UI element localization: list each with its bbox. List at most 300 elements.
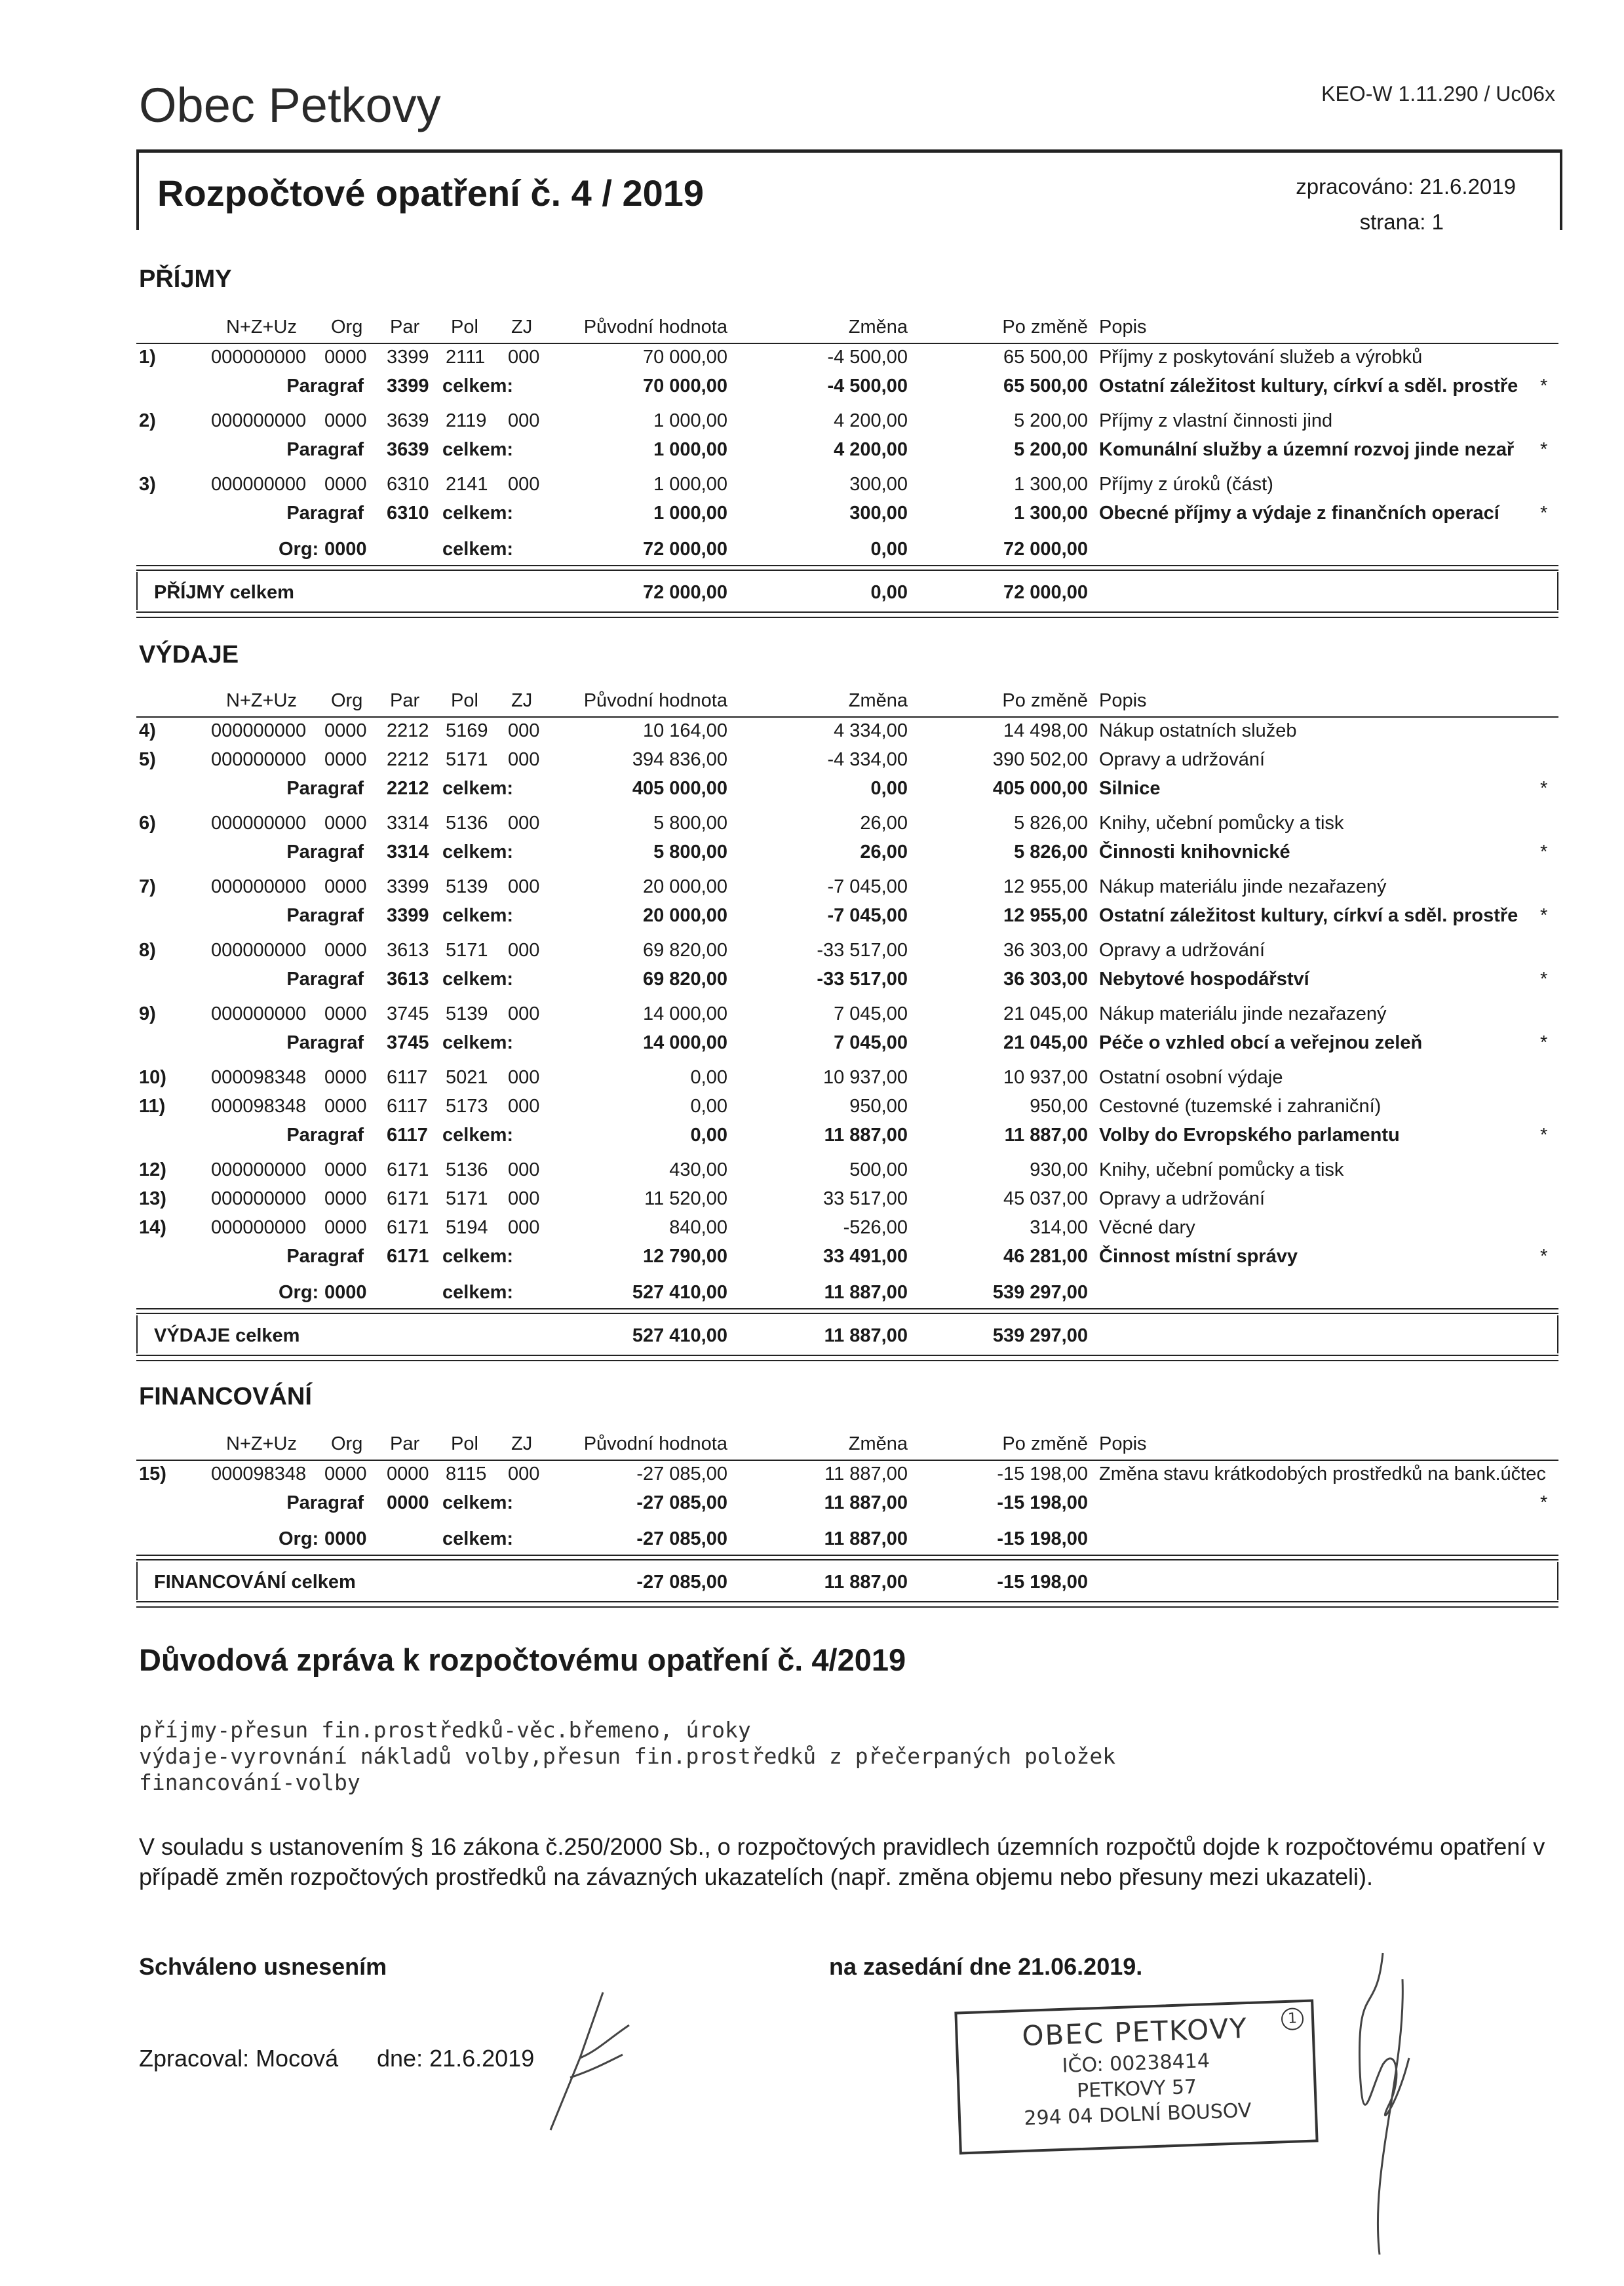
page-title: Rozpočtové opatření č. 4 / 2019 bbox=[157, 172, 705, 214]
pol-cell: 5173 bbox=[446, 1096, 488, 1117]
org-total-after: 72 000,00 bbox=[1003, 539, 1088, 560]
row-number: 10) bbox=[139, 1067, 166, 1088]
zj-cell: 000 bbox=[508, 1067, 540, 1088]
org-total-change: 0,00 bbox=[870, 539, 908, 560]
section-frame-left bbox=[136, 1562, 138, 1600]
change-value: 11 887,00 bbox=[824, 1492, 908, 1513]
column-header: Změna bbox=[848, 1433, 908, 1454]
signature-mark bbox=[1330, 1940, 1448, 2268]
row-number: 1) bbox=[139, 347, 156, 368]
zj-cell: 000 bbox=[508, 720, 540, 741]
celkem-label: celkem: bbox=[442, 376, 514, 397]
official-stamp bbox=[954, 2000, 1318, 2155]
paragraph-label: Paragraf bbox=[286, 905, 364, 926]
original-value: 11 520,00 bbox=[644, 1188, 727, 1209]
celkem-label: celkem: bbox=[442, 1492, 514, 1513]
row-number: 13) bbox=[139, 1188, 166, 1209]
original-value: 1 000,00 bbox=[653, 474, 727, 495]
change-value: 500,00 bbox=[849, 1159, 908, 1180]
description: Opravy a udržování bbox=[1099, 1188, 1266, 1209]
change-value: 33 491,00 bbox=[822, 1246, 908, 1267]
section-total-after: -15 198,00 bbox=[997, 1572, 1088, 1593]
section-frame-left bbox=[136, 572, 138, 610]
paragraph-label: Paragraf bbox=[286, 1032, 364, 1053]
row-number: 7) bbox=[139, 876, 156, 897]
change-value: 7 045,00 bbox=[834, 1003, 908, 1024]
org-cell: 0000 bbox=[324, 1188, 367, 1209]
original-value: 840,00 bbox=[669, 1217, 727, 1238]
column-header: N+Z+Uz bbox=[226, 317, 297, 338]
original-value: 0,00 bbox=[690, 1067, 727, 1088]
paragraph-label: Paragraf bbox=[286, 503, 364, 524]
org-cell: 0000 bbox=[324, 876, 367, 897]
marker-star: * bbox=[1540, 969, 1548, 990]
org-code: 0000 bbox=[324, 1282, 367, 1303]
nzu-cell: 000000000 bbox=[211, 347, 307, 368]
paragraph-label: Paragraf bbox=[286, 376, 364, 397]
section-title: PŘÍJMY bbox=[139, 265, 232, 293]
header-line bbox=[136, 1460, 1558, 1461]
paragraph-label: Paragraf bbox=[286, 778, 364, 799]
column-header: Popis bbox=[1099, 690, 1147, 711]
change-value: 300,00 bbox=[849, 474, 908, 495]
original-value: 70 000,00 bbox=[642, 376, 727, 397]
after-value: 65 500,00 bbox=[1003, 376, 1088, 397]
description: Činnost místní správy bbox=[1099, 1246, 1298, 1267]
description: Volby do Evropského parlamentu bbox=[1099, 1125, 1400, 1146]
description: Věcné dary bbox=[1099, 1217, 1195, 1238]
org-total-line bbox=[136, 570, 1558, 571]
nzu-cell: 000000000 bbox=[211, 410, 307, 431]
par-cell: 2212 bbox=[387, 720, 429, 741]
nzu-cell: 000000000 bbox=[211, 876, 307, 897]
column-header: ZJ bbox=[511, 1433, 533, 1454]
row-number: 5) bbox=[139, 749, 156, 770]
description: Opravy a udržování bbox=[1099, 749, 1266, 770]
after-value: 36 303,00 bbox=[1003, 969, 1088, 990]
original-value: 14 000,00 bbox=[642, 1003, 727, 1024]
after-value: 21 045,00 bbox=[1003, 1003, 1088, 1024]
change-value: -33 517,00 bbox=[817, 969, 908, 990]
section-total-label: PŘÍJMY celkem bbox=[154, 582, 294, 603]
change-value: -4 500,00 bbox=[827, 347, 908, 368]
pol-cell: 5139 bbox=[446, 876, 488, 897]
change-value: 300,00 bbox=[849, 503, 908, 524]
par-cell: 6117 bbox=[387, 1067, 428, 1088]
original-value: -27 085,00 bbox=[636, 1463, 727, 1484]
nzu-cell: 000000000 bbox=[211, 1003, 307, 1024]
column-header: Pol bbox=[451, 317, 478, 338]
after-value: 45 037,00 bbox=[1003, 1188, 1088, 1209]
after-value: 5 200,00 bbox=[1014, 410, 1088, 431]
paragraph-code: 3639 bbox=[387, 439, 429, 460]
section-title: FINANCOVÁNÍ bbox=[139, 1383, 312, 1410]
description: Ostatní záležitost kultury, církví a sděl. prostře bbox=[1099, 376, 1518, 397]
after-value: 12 955,00 bbox=[1003, 876, 1088, 897]
org-total-after: 539 297,00 bbox=[992, 1282, 1088, 1303]
original-value: 12 790,00 bbox=[642, 1246, 727, 1267]
zj-cell: 000 bbox=[508, 474, 540, 495]
original-value: 430,00 bbox=[669, 1159, 727, 1180]
org-total-original: 72 000,00 bbox=[642, 539, 727, 560]
row-number: 2) bbox=[139, 410, 156, 431]
description: Silnice bbox=[1099, 778, 1161, 799]
pol-cell: 5171 bbox=[446, 749, 488, 770]
original-value: 1 000,00 bbox=[653, 439, 727, 460]
page-number: strana: 1 bbox=[1359, 210, 1444, 234]
marker-star: * bbox=[1540, 905, 1548, 926]
nzu-cell: 000000000 bbox=[211, 749, 307, 770]
column-header: Par bbox=[390, 690, 420, 711]
description: Změna stavu krátkodobých prostředků na bank.účtec bbox=[1099, 1463, 1546, 1484]
section-total-after: 539 297,00 bbox=[992, 1325, 1088, 1346]
par-cell: 2212 bbox=[387, 749, 429, 770]
description: Příjmy z poskytování služeb a výrobků bbox=[1099, 347, 1423, 368]
nzu-cell: 000000000 bbox=[211, 720, 307, 741]
after-value: -15 198,00 bbox=[997, 1492, 1088, 1513]
meeting-date: na zasedání dne 21.06.2019. bbox=[829, 1953, 1143, 1980]
column-header: Změna bbox=[848, 690, 908, 711]
paragraph-code: 6310 bbox=[387, 503, 429, 524]
org-cell: 0000 bbox=[324, 1159, 367, 1180]
marker-star: * bbox=[1540, 842, 1548, 862]
section-total-label: FINANCOVÁNÍ celkem bbox=[154, 1572, 356, 1593]
nzu-cell: 000000000 bbox=[211, 1217, 307, 1238]
par-cell: 3745 bbox=[387, 1003, 429, 1024]
org-cell: 0000 bbox=[324, 1217, 367, 1238]
zj-cell: 000 bbox=[508, 1159, 540, 1180]
paragraph-label: Paragraf bbox=[286, 1246, 364, 1267]
celkem-label: celkem: bbox=[442, 1032, 514, 1053]
description: Nákup ostatních služeb bbox=[1099, 720, 1297, 741]
description: Ostatní záležitost kultury, církví a sděl. prostře bbox=[1099, 905, 1518, 926]
marker-star: * bbox=[1540, 503, 1548, 524]
change-value: 26,00 bbox=[860, 842, 908, 862]
pol-cell: 2141 bbox=[446, 474, 488, 495]
paragraph-label: Paragraf bbox=[286, 969, 364, 990]
zj-cell: 000 bbox=[508, 1003, 540, 1024]
original-value: 1 000,00 bbox=[653, 503, 727, 524]
zj-cell: 000 bbox=[508, 1188, 540, 1209]
paragraph-code: 3399 bbox=[387, 905, 429, 926]
paragraph-label: Paragraf bbox=[286, 439, 364, 460]
zj-cell: 000 bbox=[508, 1463, 540, 1484]
stamp-city: 294 04 DOLNÍ BOUSOV bbox=[1023, 2099, 1252, 2131]
marker-star: * bbox=[1540, 778, 1548, 799]
column-header: ZJ bbox=[511, 317, 533, 338]
original-value: 14 000,00 bbox=[642, 1032, 727, 1053]
org-cell: 0000 bbox=[324, 813, 367, 834]
change-value: 950,00 bbox=[849, 1096, 908, 1117]
section-frame-right bbox=[1557, 572, 1558, 610]
paragraph-code: 2212 bbox=[387, 778, 429, 799]
row-number: 14) bbox=[139, 1217, 166, 1238]
org-cell: 0000 bbox=[324, 749, 367, 770]
nzu-cell: 000098348 bbox=[211, 1463, 307, 1484]
org-cell: 0000 bbox=[324, 940, 367, 961]
celkem-label: celkem: bbox=[442, 1246, 514, 1267]
pol-cell: 5021 bbox=[446, 1067, 488, 1088]
description: Obecné příjmy a výdaje z finančních operací bbox=[1099, 503, 1499, 524]
column-header: Org bbox=[331, 690, 363, 711]
note-line: výdaje-vyrovnání nákladů volby,přesun fin.prostředků z přečerpaných položek bbox=[139, 1743, 1116, 1769]
org-cell: 0000 bbox=[324, 720, 367, 741]
paragraph-label: Paragraf bbox=[286, 1125, 364, 1146]
column-header: Původní hodnota bbox=[583, 317, 727, 338]
legal-paragraph: V souladu s ustanovením § 16 zákona č.250/2000 Sb., o rozpočtových pravidlech územních rozpočtů dojde k rozpočtovému opatření v případě změn rozpočtových prostředků na závazných ukazatelích (např. změna objemu nebo přesuny mezi ukazateli). bbox=[139, 1833, 1545, 1890]
celkem-label: celkem: bbox=[442, 439, 514, 460]
celkem-label: celkem: bbox=[442, 778, 514, 799]
original-value: 0,00 bbox=[690, 1125, 727, 1146]
after-value: -15 198,00 bbox=[997, 1463, 1088, 1484]
description: Opravy a udržování bbox=[1099, 940, 1266, 961]
section-total-original: -27 085,00 bbox=[636, 1572, 727, 1593]
par-cell: 6171 bbox=[387, 1217, 429, 1238]
paragraph-code: 6171 bbox=[387, 1246, 429, 1267]
org-total-after: -15 198,00 bbox=[997, 1528, 1088, 1549]
description: Ostatní osobní výdaje bbox=[1099, 1067, 1283, 1088]
par-cell: 3639 bbox=[387, 410, 429, 431]
change-value: 11 887,00 bbox=[824, 1463, 908, 1484]
par-cell: 6310 bbox=[387, 474, 429, 495]
nzu-cell: 000000000 bbox=[211, 1188, 307, 1209]
after-value: 950,00 bbox=[1030, 1096, 1088, 1117]
column-header: ZJ bbox=[511, 690, 533, 711]
marker-star: * bbox=[1540, 439, 1548, 460]
description: Cestovné (tuzemské i zahraniční) bbox=[1099, 1096, 1382, 1117]
par-cell: 0000 bbox=[387, 1463, 429, 1484]
row-number: 11) bbox=[139, 1096, 166, 1117]
pol-cell: 2111 bbox=[446, 347, 486, 368]
change-value: -4 334,00 bbox=[827, 749, 908, 770]
zj-cell: 000 bbox=[508, 876, 540, 897]
after-value: 65 500,00 bbox=[1003, 347, 1088, 368]
after-value: 12 955,00 bbox=[1003, 905, 1088, 926]
org-total-change: 11 887,00 bbox=[824, 1282, 908, 1303]
column-header: N+Z+Uz bbox=[226, 690, 297, 711]
celkem-label: celkem: bbox=[442, 905, 514, 926]
nzu-cell: 000000000 bbox=[211, 813, 307, 834]
org-total-original: 527 410,00 bbox=[632, 1282, 727, 1303]
org-total-original: -27 085,00 bbox=[636, 1528, 727, 1549]
column-header: Pol bbox=[451, 690, 478, 711]
organization-name: Obec Petkovy bbox=[139, 78, 441, 132]
change-value: 4 200,00 bbox=[834, 439, 908, 460]
change-value: 7 045,00 bbox=[834, 1032, 908, 1053]
after-value: 10 937,00 bbox=[1003, 1067, 1088, 1088]
document-code: KEO-W 1.11.290 / Uc06x bbox=[1321, 82, 1555, 106]
paragraph-label: Paragraf bbox=[286, 842, 364, 862]
section-frame-right bbox=[1557, 1562, 1558, 1600]
row-number: 12) bbox=[139, 1159, 166, 1180]
section-total-original: 527 410,00 bbox=[632, 1325, 727, 1346]
stamp-ico: IČO: 00238414 bbox=[1062, 2049, 1210, 2078]
description: Příjmy z vlastní činnosti jind bbox=[1099, 410, 1333, 431]
column-header: N+Z+Uz bbox=[226, 1433, 297, 1454]
section-total-change: 11 887,00 bbox=[824, 1572, 908, 1593]
row-number: 4) bbox=[139, 720, 156, 741]
description: Nákup materiálu jinde nezařazený bbox=[1099, 1003, 1387, 1024]
original-value: 10 164,00 bbox=[642, 720, 727, 741]
report-notes bbox=[139, 1717, 1115, 1796]
org-cell: 0000 bbox=[324, 410, 367, 431]
marker-star: * bbox=[1540, 1492, 1548, 1513]
column-header: Po změně bbox=[1002, 690, 1088, 711]
row-number: 6) bbox=[139, 813, 156, 834]
column-header: Org bbox=[331, 1433, 363, 1454]
original-value: 1 000,00 bbox=[653, 410, 727, 431]
row-number: 9) bbox=[139, 1003, 156, 1024]
zj-cell: 000 bbox=[508, 749, 540, 770]
celkem-label: celkem: bbox=[442, 503, 514, 524]
org-label: Org: bbox=[279, 1528, 319, 1549]
section-total-line bbox=[136, 1355, 1558, 1361]
stamp-number: 1 bbox=[1281, 2007, 1304, 2030]
org-cell: 0000 bbox=[324, 1463, 367, 1484]
row-number: 8) bbox=[139, 940, 156, 961]
section-frame-right bbox=[1557, 1315, 1558, 1353]
par-cell: 6117 bbox=[387, 1096, 428, 1117]
org-code: 0000 bbox=[324, 539, 367, 560]
org-cell: 0000 bbox=[324, 1096, 367, 1117]
section-total-original: 72 000,00 bbox=[642, 582, 727, 603]
paragraph-code: 3399 bbox=[387, 376, 429, 397]
after-value: 314,00 bbox=[1030, 1217, 1088, 1238]
original-value: 20 000,00 bbox=[642, 905, 727, 926]
change-value: 11 887,00 bbox=[824, 1125, 908, 1146]
par-cell: 3399 bbox=[387, 876, 429, 897]
celkem-label: celkem: bbox=[442, 1125, 514, 1146]
zj-cell: 000 bbox=[508, 410, 540, 431]
change-value: -526,00 bbox=[843, 1217, 908, 1238]
pol-cell: 5139 bbox=[446, 1003, 488, 1024]
section-total-line bbox=[136, 1601, 1558, 1608]
original-value: 20 000,00 bbox=[642, 876, 727, 897]
approved-label: Schváleno usnesením bbox=[139, 1953, 387, 1980]
org-total-line bbox=[136, 565, 1558, 566]
after-value: 5 200,00 bbox=[1014, 439, 1088, 460]
paragraph-code: 6117 bbox=[387, 1125, 428, 1146]
zj-cell: 000 bbox=[508, 347, 540, 368]
note-line: příjmy-přesun fin.prostředků-věc.břemeno, úroky bbox=[139, 1717, 751, 1743]
header-line bbox=[136, 343, 1558, 344]
column-header: Popis bbox=[1099, 317, 1147, 338]
nzu-cell: 000000000 bbox=[211, 1159, 307, 1180]
original-value: 5 800,00 bbox=[653, 842, 727, 862]
zj-cell: 000 bbox=[508, 940, 540, 961]
marker-star: * bbox=[1540, 1125, 1548, 1146]
par-cell: 6171 bbox=[387, 1159, 429, 1180]
pol-cell: 5171 bbox=[446, 1188, 488, 1209]
par-cell: 3314 bbox=[387, 813, 429, 834]
pol-cell: 5194 bbox=[446, 1217, 488, 1238]
par-cell: 6171 bbox=[387, 1188, 429, 1209]
org-cell: 0000 bbox=[324, 474, 367, 495]
nzu-cell: 000098348 bbox=[211, 1067, 307, 1088]
after-value: 930,00 bbox=[1030, 1159, 1088, 1180]
pol-cell: 5136 bbox=[446, 1159, 488, 1180]
paragraph-code: 3745 bbox=[387, 1032, 429, 1053]
nzu-cell: 000098348 bbox=[211, 1096, 307, 1117]
pol-cell: 5136 bbox=[446, 813, 488, 834]
description: Komunální služby a územní rozvoj jinde nezař bbox=[1099, 439, 1515, 460]
pol-cell: 5169 bbox=[446, 720, 488, 741]
original-value: 405 000,00 bbox=[632, 778, 727, 799]
column-header: Pol bbox=[451, 1433, 478, 1454]
column-header: Org bbox=[331, 317, 363, 338]
prepared-by: Zpracoval: Mocová bbox=[139, 2045, 339, 2072]
paragraph-label: Paragraf bbox=[286, 1492, 364, 1513]
change-value: 26,00 bbox=[860, 813, 908, 834]
change-value: 10 937,00 bbox=[822, 1067, 908, 1088]
change-value: -4 500,00 bbox=[827, 376, 908, 397]
description: Příjmy z úroků (část) bbox=[1099, 474, 1273, 495]
processed-info bbox=[1296, 169, 1516, 240]
change-value: 33 517,00 bbox=[822, 1188, 908, 1209]
marker-star: * bbox=[1540, 1246, 1548, 1267]
description: Knihy, učební pomůcky a tisk bbox=[1099, 813, 1344, 834]
paragraph-code: 3613 bbox=[387, 969, 429, 990]
section-total-after: 72 000,00 bbox=[1003, 582, 1088, 603]
zj-cell: 000 bbox=[508, 813, 540, 834]
org-total-line bbox=[136, 1555, 1558, 1556]
header-line bbox=[136, 716, 1558, 718]
report-title: Důvodová zpráva k rozpočtovému opatření č. 4/2019 bbox=[139, 1642, 906, 1677]
signature-mark bbox=[511, 1979, 642, 2137]
after-value: 405 000,00 bbox=[992, 778, 1088, 799]
after-value: 1 300,00 bbox=[1014, 474, 1088, 495]
original-value: 70 000,00 bbox=[642, 347, 727, 368]
org-total-line bbox=[136, 1313, 1558, 1314]
prepared-date: dne: 21.6.2019 bbox=[377, 2045, 535, 2072]
celkem-label: celkem: bbox=[442, 842, 514, 862]
original-value: 69 820,00 bbox=[642, 969, 727, 990]
celkem-label: celkem: bbox=[442, 1528, 514, 1549]
column-header: Po změně bbox=[1002, 1433, 1088, 1454]
org-cell: 0000 bbox=[324, 347, 367, 368]
org-cell: 0000 bbox=[324, 1067, 367, 1088]
processed-date: zpracováno: 21.6.2019 bbox=[1296, 174, 1516, 199]
change-value: 4 334,00 bbox=[834, 720, 908, 741]
celkem-label: celkem: bbox=[442, 539, 514, 560]
marker-star: * bbox=[1540, 376, 1548, 397]
description: Knihy, učební pomůcky a tisk bbox=[1099, 1159, 1344, 1180]
change-value: -7 045,00 bbox=[827, 905, 908, 926]
pol-cell: 5171 bbox=[446, 940, 488, 961]
pol-cell: 2119 bbox=[446, 410, 487, 431]
row-number: 3) bbox=[139, 474, 156, 495]
description: Nebytové hospodářství bbox=[1099, 969, 1309, 990]
description: Činnosti knihovnické bbox=[1099, 842, 1290, 862]
zj-cell: 000 bbox=[508, 1096, 540, 1117]
celkem-label: celkem: bbox=[442, 1282, 514, 1303]
column-header: Původní hodnota bbox=[583, 690, 727, 711]
column-header: Původní hodnota bbox=[583, 1433, 727, 1454]
nzu-cell: 000000000 bbox=[211, 940, 307, 961]
stamp-address: PETKOVY 57 bbox=[1076, 2075, 1197, 2103]
column-header: Popis bbox=[1099, 1433, 1147, 1454]
change-value: 0,00 bbox=[870, 778, 908, 799]
change-value: 4 200,00 bbox=[834, 410, 908, 431]
description: Nákup materiálu jinde nezařazený bbox=[1099, 876, 1387, 897]
org-total-line bbox=[136, 1308, 1558, 1309]
celkem-label: celkem: bbox=[442, 969, 514, 990]
org-code: 0000 bbox=[324, 1528, 367, 1549]
org-total-line bbox=[136, 1559, 1558, 1560]
par-cell: 3399 bbox=[387, 347, 429, 368]
after-value: 21 045,00 bbox=[1003, 1032, 1088, 1053]
zj-cell: 000 bbox=[508, 1217, 540, 1238]
